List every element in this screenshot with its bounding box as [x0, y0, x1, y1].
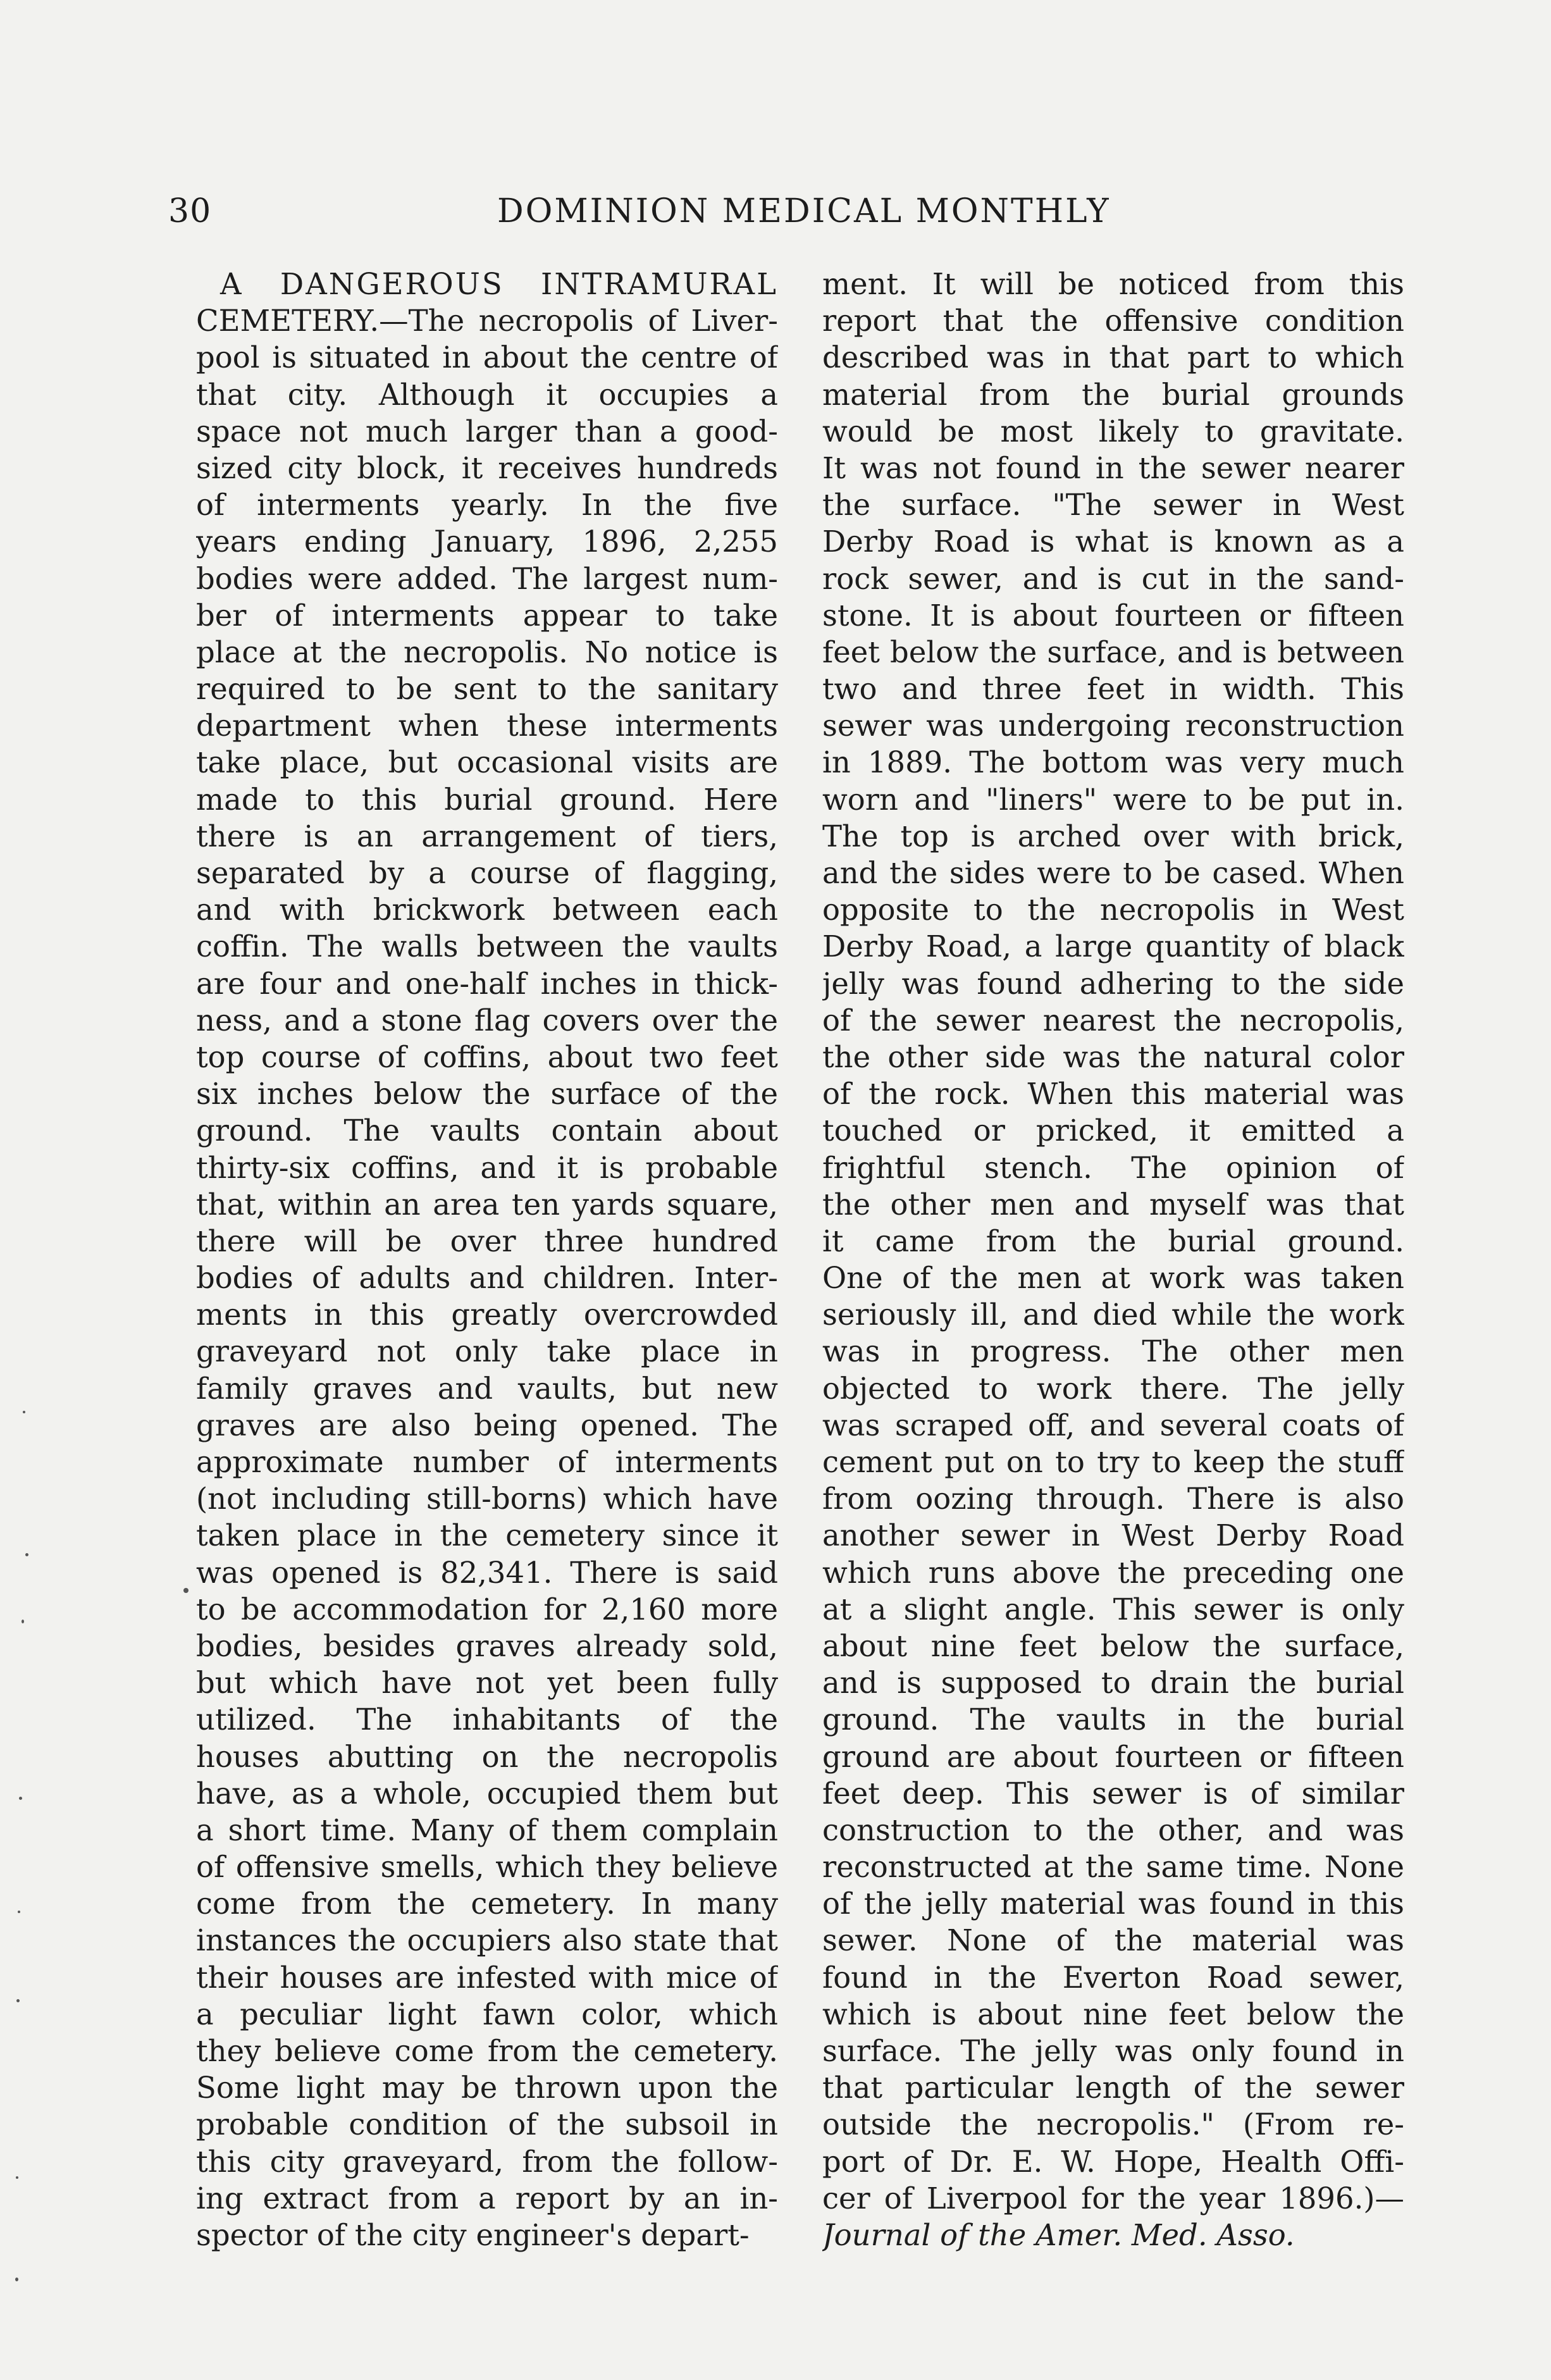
text-line: this city graveyard, from the follow- [196, 2144, 778, 2179]
text-line: The top is arched over with brick, [822, 819, 1404, 853]
text-line: which runs above the preceding one [822, 1555, 1404, 1590]
text-line: sewer was undergoing reconstruction [822, 709, 1404, 743]
text-line: One of the men at work was taken [822, 1261, 1404, 1296]
text-line: that city. Although it occupies a [196, 377, 778, 412]
text-line: sewer. None of the material was [822, 1923, 1404, 1958]
text-line: have, as a whole, occupied them but [196, 1776, 778, 1811]
text-line: reconstructed at the same time. None [822, 1850, 1404, 1885]
text-line: surface. The jelly was only found in [822, 2034, 1404, 2068]
text-line: objected to work there. The jelly [822, 1371, 1404, 1406]
text-line: bodies, besides graves already sold, [196, 1628, 778, 1663]
text-line: ments in this greatly overcrowded [196, 1298, 778, 1332]
text-line: six inches below the surface of the [196, 1077, 778, 1112]
text-line: would be most likely to gravitate. [822, 414, 1404, 449]
text-line: described was in that part to which [822, 340, 1404, 375]
text-line: cement put on to try to keep the stuff [822, 1445, 1404, 1479]
text-line: cer of Liverpool for the year 1896.)— [822, 2181, 1404, 2216]
text-line: Journal of the Amer. Med. Asso. [822, 2217, 1295, 2252]
text-line: space not much larger than a good- [196, 414, 778, 449]
text-line: the other men and myself was that [822, 1187, 1404, 1222]
text-line: It was not found in the sewer nearer [822, 450, 1404, 485]
text-line: CEMETERY.—The necropolis of Liver- [196, 304, 778, 338]
text-line: bodies were added. The largest num- [196, 561, 778, 596]
text-line: report that the offensive condition [822, 304, 1404, 338]
text-line: was opened is 82,341. There is said [196, 1555, 778, 1590]
text-line: from oozing through. There is also [822, 1482, 1404, 1516]
text-line: of the sewer nearest the necropolis, [822, 1003, 1404, 1038]
text-line: thirty-six coffins, and it is probable [196, 1150, 778, 1185]
text-line: are four and one-half inches in thick- [196, 966, 778, 1001]
text-line: construction to the other, and was [822, 1813, 1404, 1847]
text-line: Derby Road, a large quantity of black [822, 929, 1404, 964]
text-line: coffin. The walls between the vaults [196, 929, 778, 964]
text-line: (not including still-borns) which have [196, 1482, 778, 1516]
text-line: houses abutting on the necropolis [196, 1739, 778, 1774]
text-line: was scraped off, and several coats of [822, 1408, 1404, 1442]
text-line: top course of coffins, about two feet [196, 1039, 778, 1074]
text-line: instances the occupiers also state that [196, 1923, 778, 1958]
text-line: probable condition of the subsoil in [196, 2107, 778, 2142]
text-line: family graves and vaults, but new [196, 1371, 778, 1406]
text-line: jelly was found adhering to the side [822, 966, 1404, 1001]
text-line: place at the necropolis. No notice is [196, 635, 778, 669]
text-line: of offensive smells, which they believe [196, 1850, 778, 1885]
text-line: feet deep. This sewer is of similar [822, 1776, 1404, 1811]
text-line: bodies of adults and children. Inter- [196, 1261, 778, 1296]
text-line: they believe come from the cemetery. [196, 2034, 778, 2068]
text-line: Derby Road is what is known as a [822, 524, 1404, 559]
text-line: required to be sent to the sanitary [196, 672, 778, 707]
page-number: 30 [168, 192, 212, 230]
text-line: another sewer in West Derby Road [822, 1518, 1404, 1553]
text-line: ground. The vaults in the burial [822, 1702, 1404, 1737]
text-line: frightful stench. The opinion of [822, 1150, 1404, 1185]
page-header [168, 192, 1383, 243]
text-line: there is an arrangement of tiers, [196, 819, 778, 853]
text-line: worn and "liners" were to be put in. [822, 782, 1404, 817]
text-line: ground are about fourteen or fifteen [822, 1739, 1404, 1774]
text-line: take place, but occasional visits are [196, 745, 778, 780]
text-line: ing extract from a report by an in- [196, 2181, 778, 2216]
text-line: seriously ill, and died while the work [822, 1298, 1404, 1332]
text-line: made to this burial ground. Here [196, 782, 778, 817]
text-line: A DANGEROUS INTRAMURAL [220, 267, 778, 301]
text-line: material from the burial grounds [822, 377, 1404, 412]
text-line: it came from the burial ground. [822, 1224, 1404, 1258]
text-line: of the jelly material was found in this [822, 1887, 1404, 1921]
text-line: opposite to the necropolis in West [822, 893, 1404, 927]
text-line: taken place in the cemetery since it [196, 1518, 778, 1553]
text-line: graveyard not only take place in [196, 1334, 778, 1369]
text-line: of the rock. When this material was [822, 1077, 1404, 1112]
text-line: pool is situated in about the centre of [196, 340, 778, 375]
text-line: a peculiar light fawn color, which [196, 1997, 778, 2031]
text-line: to be accommodation for 2,160 more [196, 1592, 778, 1627]
text-line: separated by a course of flagging, [196, 856, 778, 890]
text-line: feet below the surface, and is between [822, 635, 1404, 669]
text-line: ground. The vaults contain about [196, 1113, 778, 1148]
text-line: a short time. Many of them complain [196, 1813, 778, 1847]
text-line: come from the cemetery. In many [196, 1887, 778, 1921]
text-line: sized city block, it receives hundreds [196, 450, 778, 485]
text-line: utilized. The inhabitants of the [196, 1702, 778, 1737]
text-line: their houses are infested with mice of [196, 1960, 778, 1995]
text-line: two and three feet in width. This [822, 672, 1404, 707]
text-line: rock sewer, and is cut in the sand- [822, 561, 1404, 596]
running-head: DOMINION MEDICAL MONTHLY [497, 192, 1111, 230]
text-line: port of Dr. E. W. Hope, Health Offi- [822, 2144, 1404, 2179]
text-line: spector of the city engineer's depart- [196, 2217, 750, 2252]
text-line: that particular length of the sewer [822, 2071, 1404, 2105]
text-line: that, within an area ten yards square, [196, 1187, 778, 1222]
text-line: touched or pricked, it emitted a [822, 1113, 1404, 1148]
text-line: stone. It is about fourteen or fifteen [822, 598, 1404, 633]
text-line: at a slight angle. This sewer is only [822, 1592, 1404, 1627]
text-line: about nine feet below the surface, [822, 1628, 1404, 1663]
text-line: but which have not yet been fully [196, 1666, 778, 1701]
right-column [822, 266, 1404, 2253]
text-line: graves are also being opened. The [196, 1408, 778, 1442]
text-line: was in progress. The other men [822, 1334, 1404, 1369]
text-line: there will be over three hundred [196, 1224, 778, 1258]
text-line: found in the Everton Road sewer, [822, 1960, 1404, 1995]
text-line: department when these interments [196, 709, 778, 743]
text-line: in 1889. The bottom was very much [822, 745, 1404, 780]
text-line: and with brickwork between each [196, 893, 778, 927]
text-line: the surface. "The sewer in West [822, 488, 1404, 523]
left-column [196, 266, 778, 2253]
text-line: of interments yearly. In the five [196, 488, 778, 523]
text-line: and is supposed to drain the burial [822, 1666, 1404, 1701]
text-line: ness, and a stone flag covers over the [196, 1003, 778, 1038]
text-line: and the sides were to be cased. When [822, 856, 1404, 890]
text-line: outside the necropolis." (From re- [822, 2107, 1404, 2142]
text-line: the other side was the natural color [822, 1039, 1404, 1074]
text-line: approximate number of interments [196, 1445, 778, 1479]
text-line: ber of interments appear to take [196, 598, 778, 633]
text-line: years ending January, 1896, 2,255 [196, 524, 778, 559]
text-line: which is about nine feet below the [822, 1997, 1404, 2031]
text-line: ment. It will be noticed from this [822, 267, 1404, 301]
text-line: Some light may be thrown upon the [196, 2071, 778, 2105]
